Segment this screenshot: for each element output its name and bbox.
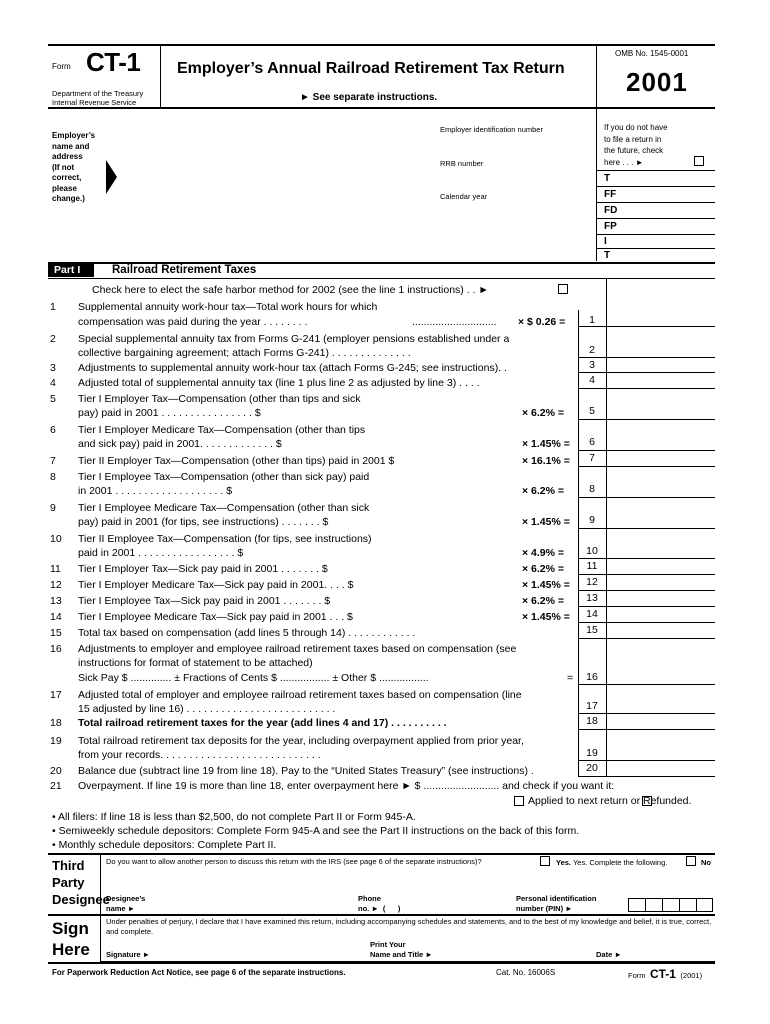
line-text: Tier I Employee Tax—Compensation (other than sick pay) paid <box>78 471 370 483</box>
designee-name-label[interactable]: Designee’s name ► <box>106 894 146 913</box>
line-number: 9 <box>50 502 56 514</box>
yes-text: Yes. Complete the following. <box>572 858 668 867</box>
label-line: Designee <box>52 892 110 907</box>
line-rate: × 1.45% = <box>522 611 570 623</box>
footer-form-number: CT-1 <box>649 967 676 981</box>
line-text: compensation was paid during the year . . . . . . . . <box>78 316 308 328</box>
line-number: 6 <box>50 424 56 436</box>
designee-yes-checkbox[interactable] <box>540 856 550 866</box>
third-party-question: Do you want to allow another person to discuss this return with the IRS (see page 6 of the separate instructions)? <box>106 857 482 866</box>
line-text: collective bargaining agreement; attach Forms G-241) . . . . . . . . . . . . . . <box>78 347 411 359</box>
safe-harbor-checkbox[interactable] <box>558 284 568 294</box>
line-rate: × $ 0.26 = <box>518 316 566 328</box>
bullet-semiweekly: • Semiweekly schedule depositors: Complete Form 945-A and see the Part II instructions on the back of this form. <box>52 825 580 837</box>
refunded-checkbox[interactable] <box>642 796 652 806</box>
third-party-label <box>52 857 110 908</box>
pin-digit[interactable] <box>628 898 645 912</box>
line-text: Tier I Employee Medicare Tax—Compensation (other than sick <box>78 502 370 514</box>
irs-code-ff: FF <box>604 189 617 200</box>
label-line: Sign <box>52 919 89 938</box>
line-number: 14 <box>50 611 62 623</box>
line-text: Tier I Employer Medicare Tax—Compensation (other than tips <box>78 424 366 436</box>
line-text: Total railroad retirement tax deposits for the year, including overpayment applied from prior year, <box>78 735 524 747</box>
part-tag: Part I <box>48 263 94 277</box>
line-text: Balance due (subtract line 19 from line 18). Pay to the “United States Treasury” (see instructions) . <box>78 765 534 777</box>
line-number: 7 <box>50 455 56 467</box>
line-box-number: 5 <box>589 405 595 417</box>
line-box-number: 7 <box>589 452 595 464</box>
line-box-number: 11 <box>586 560 598 572</box>
line-number: 2 <box>50 333 56 345</box>
tax-year: 2001 <box>626 67 688 97</box>
line-box-number: 14 <box>586 608 598 620</box>
line-text: Tier I Employer Tax—Sick pay paid in 2001 . . . . . . . $ <box>78 563 328 575</box>
applied-next-return-checkbox[interactable] <box>514 796 524 806</box>
footer-year: (2001) <box>680 971 703 980</box>
line-rate: × 1.45% = <box>522 516 570 528</box>
overpayment-options: Applied to next return or Refunded. <box>528 795 692 807</box>
paperwork-notice: For Paperwork Reduction Act Notice, see page 6 of the separate instructions. <box>52 968 346 977</box>
line-text: 15 adjusted by line 16) . . . . . . . . . . . . . . . . . . . . . . . . . . <box>78 703 336 715</box>
bullet-all-filers: • All filers: If line 18 is less than $2,500, do not complete Part II or Form 945-A. <box>52 811 416 823</box>
designee-no-label: No <box>701 858 711 867</box>
bullet-text: Monthly schedule depositors: Complete Part II. <box>58 839 277 851</box>
designee-pin-label[interactable]: Personal identification number (PIN) ► <box>516 894 597 913</box>
bullet-text: Semiweekly schedule depositors: Complete Form 945-A and see the Part II instructions on the back of this form. <box>58 825 580 837</box>
label-line: Here <box>52 940 90 959</box>
designee-yes-label: Yes. Yes. Complete the following. <box>556 858 668 867</box>
line-number: 8 <box>50 471 56 483</box>
line-text: pay) paid in 2001 (for tips, see instructions) . . . . . . . $ <box>78 516 329 528</box>
line-box-number: 2 <box>589 344 595 356</box>
line-number: 3 <box>50 362 56 374</box>
line-box-number: 15 <box>586 624 598 636</box>
designee-phone-label[interactable]: Phone no. ► ( ) <box>358 894 401 913</box>
line-text: from your records. . . . . . . . . . . . . . . . . . . . . . . . . . . . <box>78 749 321 761</box>
line-box-number: 4 <box>589 374 595 386</box>
line-adjustments[interactable]: Sick Pay $ .............. ± Fractions of Cents $ ................. ± Other $ ................. <box>78 672 429 684</box>
form-title: Employer’s Annual Railroad Retirement Tax Return <box>177 60 565 77</box>
catalog-number: Cat. No. 16006S <box>496 968 556 977</box>
line-text: instructions for format of statement to be attached) <box>78 657 313 669</box>
line-text: pay) paid in 2001 . . . . . . . . . . . . . . . . $ <box>78 407 261 419</box>
pin-boxes[interactable] <box>628 898 713 912</box>
line-text: Tier I Employee Medicare Tax—Sick pay paid in 2001 . . . $ <box>78 611 353 623</box>
line-text: Tier II Employee Tax—Compensation (for tips, see instructions) <box>78 533 372 545</box>
line-rate: × 6.2% = <box>522 407 565 419</box>
line-box-number: 9 <box>589 514 595 526</box>
line-text: Overpayment. If line 19 is more than line 18, enter overpayment here ► $ .......................... and check if you want it: <box>78 780 615 792</box>
line-number: 19 <box>50 735 62 747</box>
line-box-number: 13 <box>586 592 598 604</box>
line-box-number: 3 <box>589 359 595 371</box>
omb-number: OMB No. 1545-0001 <box>615 49 689 58</box>
bullet-text: All filers: If line 18 is less than $2,500, do not complete Part II or Form 945-A. <box>58 811 416 823</box>
line-box-number: 6 <box>589 436 595 448</box>
pin-digit[interactable] <box>679 898 696 912</box>
dept-line1: Department of the Treasury <box>52 89 144 98</box>
line-text: Tier I Employer Medicare Tax—Sick pay paid in 2001. . . . $ <box>78 579 354 591</box>
safe-harbor-text: Check here to elect the safe harbor method for 2002 (see the line 1 instructions) . . ► <box>92 284 489 296</box>
line-text: Total tax based on compensation (add lines 5 through 14) . . . . . . . . . . . . <box>78 627 416 639</box>
perjury-statement: Under penalties of perjury, I declare that I have examined this return, including accompanying schedules and statements, and to the best of my knowledge and belief, it is true, correct, and complete. <box>106 917 712 936</box>
line-number: 13 <box>50 595 62 607</box>
print-name-label[interactable]: Print Your Name and Title ► <box>370 940 433 959</box>
line-box-number: 20 <box>586 762 598 774</box>
future-filing-text: If you do not have to file a return in the future, check here . . . ► <box>604 123 668 167</box>
line-text: Adjustments to employer and employee railroad retirement taxes based on compensation (see <box>78 643 517 655</box>
line-text: Adjusted total of employer and employee railroad retirement taxes based on compensation (line <box>78 689 522 701</box>
see-instructions: ► See separate instructions. <box>300 92 438 103</box>
calendar-year-label: Calendar year <box>440 192 488 201</box>
line-text: paid in 2001 . . . . . . . . . . . . . . . . . $ <box>78 547 244 559</box>
employer-name-label: Employer’s name and address (If not correct, please change.) <box>52 131 96 203</box>
line-box-number: 16 <box>586 671 598 683</box>
line-rate: × 4.9% = <box>522 547 565 559</box>
line-text: Adjustments to supplemental annuity work-hour tax (attach Forms G-245; see instructions). . <box>78 362 507 374</box>
irs-code-fp: FP <box>604 221 617 232</box>
line-rate: × 1.45% = <box>522 438 570 450</box>
line-rate: × 6.2% = <box>522 595 565 607</box>
irs-code-i: I <box>604 236 607 247</box>
line-rate: × 6.2% = <box>522 485 565 497</box>
line-number: 18 <box>50 717 62 729</box>
signature-label[interactable]: Signature ► <box>106 950 151 959</box>
pin-digit[interactable] <box>645 898 662 912</box>
line-box-number: 17 <box>586 700 598 712</box>
irs-code-t2: T <box>604 250 611 261</box>
line-text: Supplemental annuity work-hour tax—Total work hours for which <box>78 301 378 313</box>
line-rate: × 16.1% = <box>522 455 570 467</box>
rrb-label: RRB number <box>440 159 484 168</box>
line-number: 5 <box>50 393 56 405</box>
line-number: 11 <box>50 563 61 575</box>
ein-label: Employer identification number <box>440 125 543 134</box>
line-text: Special supplemental annuity tax from Forms G-241 (employer pensions established under a <box>78 333 510 345</box>
line-number: 12 <box>50 579 62 591</box>
line-number: 4 <box>50 377 56 389</box>
irs-code-fd: FD <box>604 205 618 216</box>
line-rate: × 1.45% = <box>522 579 570 591</box>
arrow-right-icon <box>106 160 118 194</box>
pin-digit[interactable] <box>696 898 713 912</box>
line-text: Adjusted total of supplemental annuity tax (line 1 plus line 2 as adjusted by line 3) . . . . <box>78 377 480 389</box>
line-text: and sick pay) paid in 2001. . . . . . . . . . . . . $ <box>78 438 282 450</box>
irs-code-t: T <box>604 173 611 184</box>
future-filing-checkbox[interactable] <box>694 156 704 166</box>
line-text: in 2001 . . . . . . . . . . . . . . . . . . . $ <box>78 485 233 497</box>
pin-digit[interactable] <box>662 898 679 912</box>
part-title: Railroad Retirement Taxes <box>112 264 257 276</box>
bullet-monthly: • Monthly schedule depositors: Complete Part II. <box>52 839 277 851</box>
line-number: 20 <box>50 765 62 777</box>
line-box-number: 1 <box>589 314 595 326</box>
designee-no-checkbox[interactable] <box>686 856 696 866</box>
dept-line2: Internal Revenue Service <box>52 98 137 107</box>
line-number: 1 <box>50 301 56 313</box>
label-line: Third <box>52 858 85 873</box>
line-number: 16 <box>50 643 62 655</box>
line-box-number: 19 <box>586 747 598 759</box>
footer-form-label: Form <box>628 971 646 980</box>
footer-form-id <box>628 965 702 983</box>
line-box-number: 8 <box>589 483 595 495</box>
line-text: Tier II Employer Tax—Compensation (other than tips) paid in 2001 $ <box>78 455 395 467</box>
entry-leader[interactable]: ............................. <box>412 316 497 328</box>
label-line: Party <box>52 875 85 890</box>
line-text: Total railroad retirement taxes for the year (add lines 4 and 17) . . . . . . . . . . <box>78 717 447 729</box>
form-label: Form <box>52 62 71 71</box>
line-number: 10 <box>50 533 62 545</box>
line-box-number: 12 <box>586 576 598 588</box>
line-number: 17 <box>50 689 62 701</box>
date-label[interactable]: Date ► <box>596 950 622 959</box>
line-text: Tier I Employee Tax—Sick pay paid in 2001 . . . . . . . $ <box>78 595 331 607</box>
line-box-number: 18 <box>586 715 598 727</box>
line-number: 21 <box>50 780 62 792</box>
line-text: Tier I Employer Tax—Compensation (other than tips and sick <box>78 393 361 405</box>
line-rate: × 6.2% = <box>522 563 565 575</box>
line-box-number: 10 <box>586 545 598 557</box>
line-number: 15 <box>50 627 62 639</box>
form-number: CT-1 <box>86 47 141 77</box>
sign-here-label <box>52 918 90 960</box>
